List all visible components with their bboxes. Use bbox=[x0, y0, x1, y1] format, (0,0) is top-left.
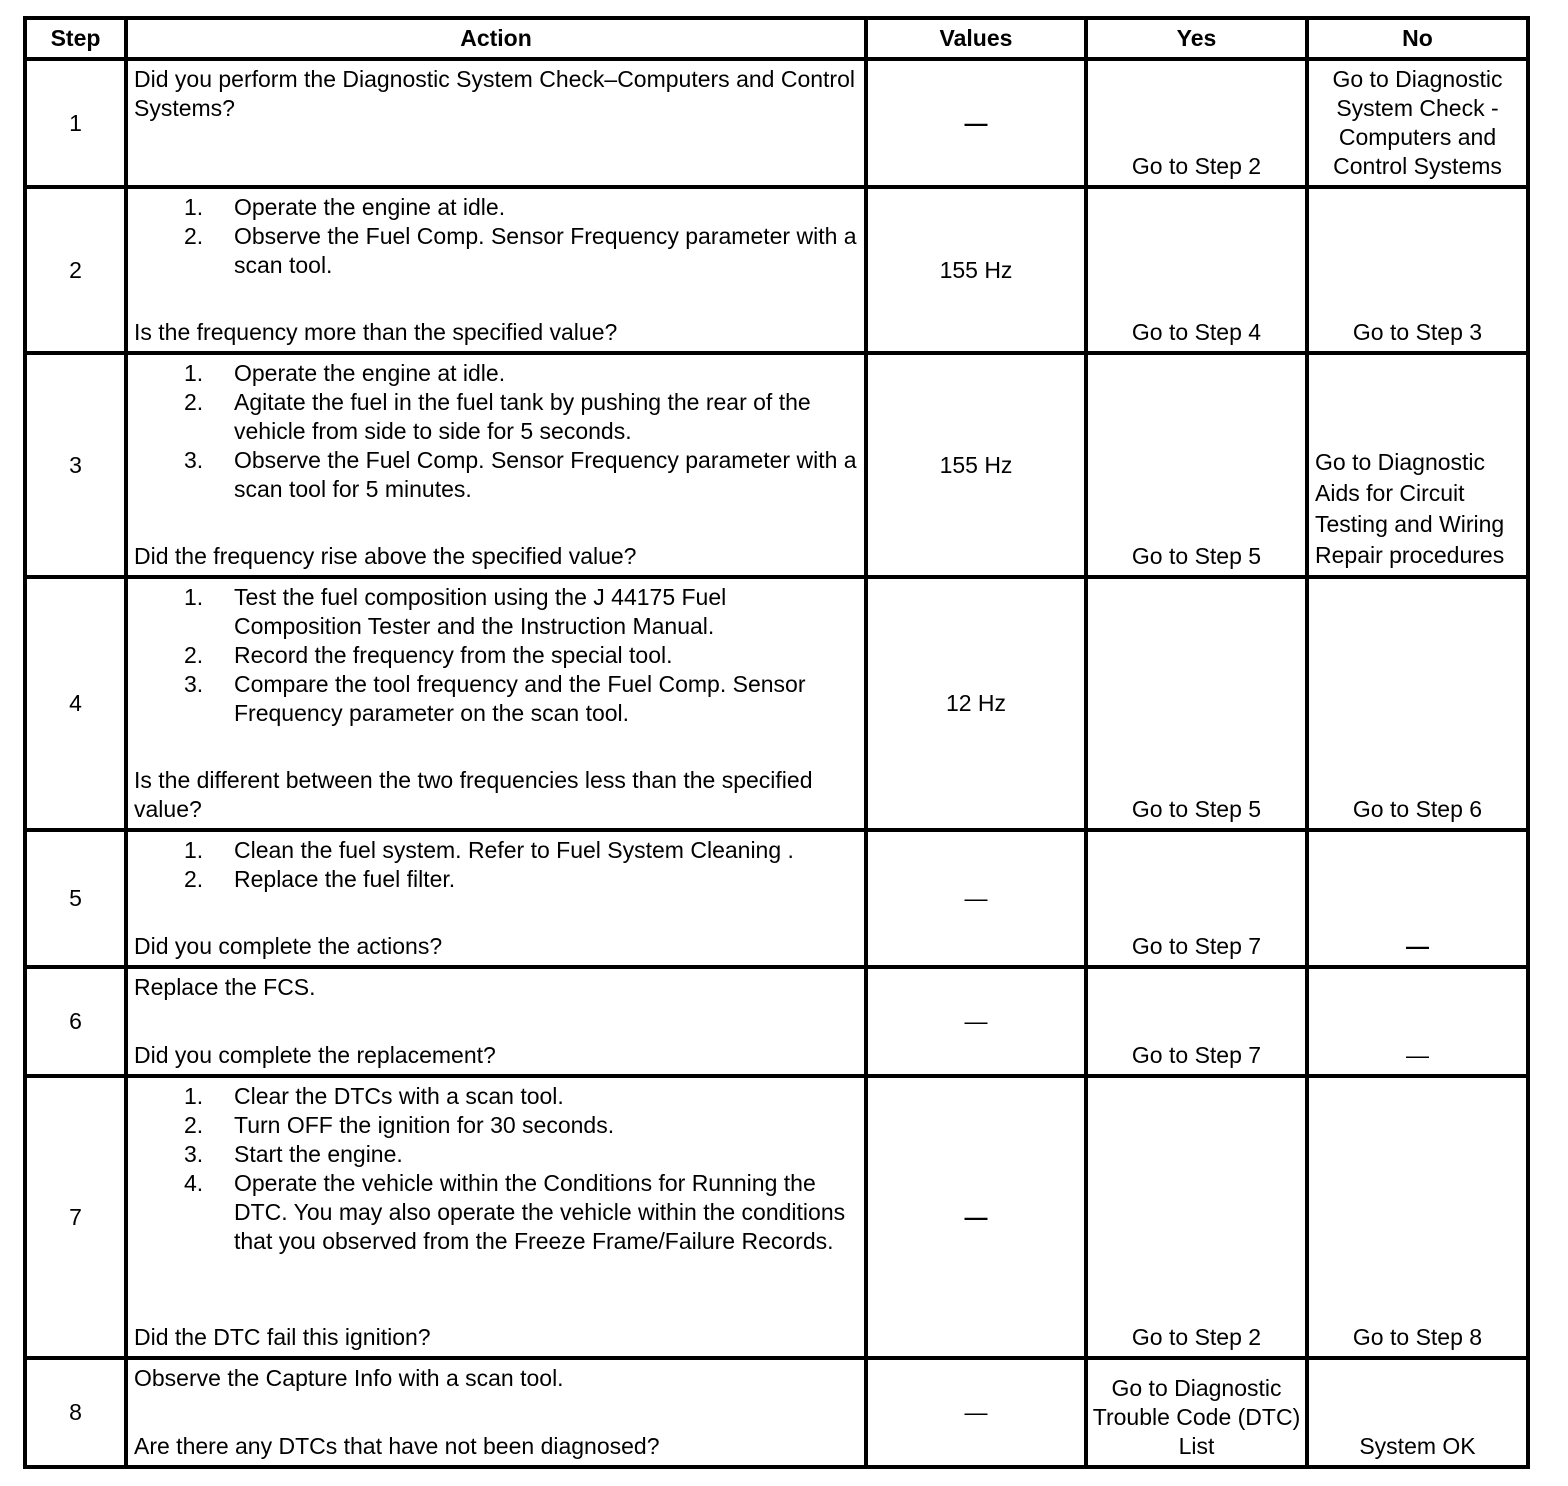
value-cell: 155 Hz bbox=[866, 187, 1086, 353]
value-cell: — bbox=[866, 1076, 1086, 1358]
list-item: 4. Operate the vehicle within the Conditions for Running the DTC. You may also operate the vehicle within the conditions that you observed from the Freeze Frame/Failure Records. bbox=[184, 1170, 846, 1254]
action-cell bbox=[126, 967, 866, 1076]
header-values: Values bbox=[866, 18, 1086, 59]
action-cell bbox=[126, 577, 866, 830]
yes-cell: Go to Step 5 bbox=[1086, 577, 1307, 830]
action-question: Are there any DTCs that have not been diagnosed? bbox=[134, 1433, 660, 1459]
table-row bbox=[25, 1358, 1528, 1467]
header-yes: Yes bbox=[1086, 18, 1307, 59]
action-steps bbox=[134, 193, 858, 280]
value-cell: — bbox=[866, 967, 1086, 1076]
list-item: 2. Observe the Fuel Comp. Sensor Frequency parameter with a scan tool. bbox=[184, 223, 857, 278]
list-item: 3. Compare the tool frequency and the Fuel Comp. Sensor Frequency parameter on the scan tool. bbox=[184, 671, 806, 726]
header-row bbox=[25, 18, 1528, 59]
no-cell: — bbox=[1307, 967, 1528, 1076]
action-cell bbox=[126, 830, 866, 967]
value-cell: 155 Hz bbox=[866, 353, 1086, 577]
no-cell: — bbox=[1307, 830, 1528, 967]
no-cell: System OK bbox=[1307, 1358, 1528, 1467]
action-steps bbox=[134, 583, 858, 728]
table-row bbox=[25, 830, 1528, 967]
step-number: 3 bbox=[25, 353, 126, 577]
action-steps bbox=[134, 836, 858, 894]
header-no: No bbox=[1307, 18, 1528, 59]
list-item: 2. Turn OFF the ignition for 30 seconds. bbox=[184, 1112, 615, 1138]
step-number: 4 bbox=[25, 577, 126, 830]
table-row bbox=[25, 59, 1528, 187]
table-row bbox=[25, 1076, 1528, 1358]
diagnostic-table bbox=[23, 16, 1530, 1469]
yes-cell: Go to Step 2 bbox=[1086, 1076, 1307, 1358]
yes-cell: Go to Step 5 bbox=[1086, 353, 1307, 577]
list-item: 3. Observe the Fuel Comp. Sensor Frequency parameter with a scan tool for 5 minutes. bbox=[184, 447, 857, 502]
step-number: 5 bbox=[25, 830, 126, 967]
no-cell: Go to Diagnostic System Check - Computers and Control Systems bbox=[1307, 59, 1528, 187]
action-steps bbox=[134, 359, 858, 504]
step-number: 1 bbox=[25, 59, 126, 187]
action-question: Did the frequency rise above the specified value? bbox=[134, 543, 637, 569]
action-steps bbox=[134, 1082, 858, 1256]
list-item: 2. Replace the fuel filter. bbox=[184, 866, 456, 892]
action-intro: Replace the FCS. bbox=[134, 974, 316, 1000]
no-cell: Go to Step 8 bbox=[1307, 1076, 1528, 1358]
table-row bbox=[25, 353, 1528, 577]
action-question: Is the different between the two frequencies less than the specified value? bbox=[134, 767, 813, 822]
header-step: Step bbox=[25, 18, 126, 59]
yes-cell: Go to Step 2 bbox=[1086, 59, 1307, 187]
no-cell: Go to Diagnostic Aids for Circuit Testing and Wiring Repair procedures bbox=[1307, 353, 1528, 577]
table-row bbox=[25, 187, 1528, 353]
no-cell: Go to Step 6 bbox=[1307, 577, 1528, 830]
table-row bbox=[25, 577, 1528, 830]
list-item: 1. Clean the fuel system. Refer to Fuel System Cleaning . bbox=[184, 837, 794, 863]
value-cell: 12 Hz bbox=[866, 577, 1086, 830]
list-item: 3. Start the engine. bbox=[184, 1141, 403, 1167]
list-item: 2. Record the frequency from the special tool. bbox=[184, 642, 673, 668]
list-item: 2. Agitate the fuel in the fuel tank by pushing the rear of the vehicle from side to side for 5 seconds. bbox=[184, 389, 811, 444]
list-item: 1. Clear the DTCs with a scan tool. bbox=[184, 1083, 564, 1109]
value-cell: — bbox=[866, 830, 1086, 967]
step-number: 8 bbox=[25, 1358, 126, 1467]
yes-cell: Go to Step 4 bbox=[1086, 187, 1307, 353]
action-intro: Did you perform the Diagnostic System Check–Computers and Control Systems? bbox=[134, 66, 855, 121]
no-cell: Go to Step 3 bbox=[1307, 187, 1528, 353]
action-question: Did you complete the replacement? bbox=[134, 1042, 496, 1068]
step-number: 2 bbox=[25, 187, 126, 353]
action-cell bbox=[126, 59, 866, 187]
action-cell bbox=[126, 1076, 866, 1358]
action-question: Did you complete the actions? bbox=[134, 933, 443, 959]
yes-cell: Go to Diagnostic Trouble Code (DTC) List bbox=[1086, 1358, 1307, 1467]
action-question: Is the frequency more than the specified value? bbox=[134, 319, 618, 345]
list-item: 1. Test the fuel composition using the J 44175 Fuel Composition Tester and the Instruction Manual. bbox=[184, 584, 727, 639]
header-action: Action bbox=[126, 18, 866, 59]
step-number: 6 bbox=[25, 967, 126, 1076]
action-cell bbox=[126, 1358, 866, 1467]
value-cell: — bbox=[866, 59, 1086, 187]
table-row bbox=[25, 967, 1528, 1076]
yes-cell: Go to Step 7 bbox=[1086, 967, 1307, 1076]
value-cell: — bbox=[866, 1358, 1086, 1467]
action-cell bbox=[126, 353, 866, 577]
yes-cell: Go to Step 7 bbox=[1086, 830, 1307, 967]
action-intro: Observe the Capture Info with a scan tool. bbox=[134, 1365, 564, 1391]
step-number: 7 bbox=[25, 1076, 126, 1358]
action-question: Did the DTC fail this ignition? bbox=[134, 1324, 431, 1350]
list-item: 1. Operate the engine at idle. bbox=[184, 194, 506, 220]
list-item: 1. Operate the engine at idle. bbox=[184, 360, 506, 386]
action-cell bbox=[126, 187, 866, 353]
